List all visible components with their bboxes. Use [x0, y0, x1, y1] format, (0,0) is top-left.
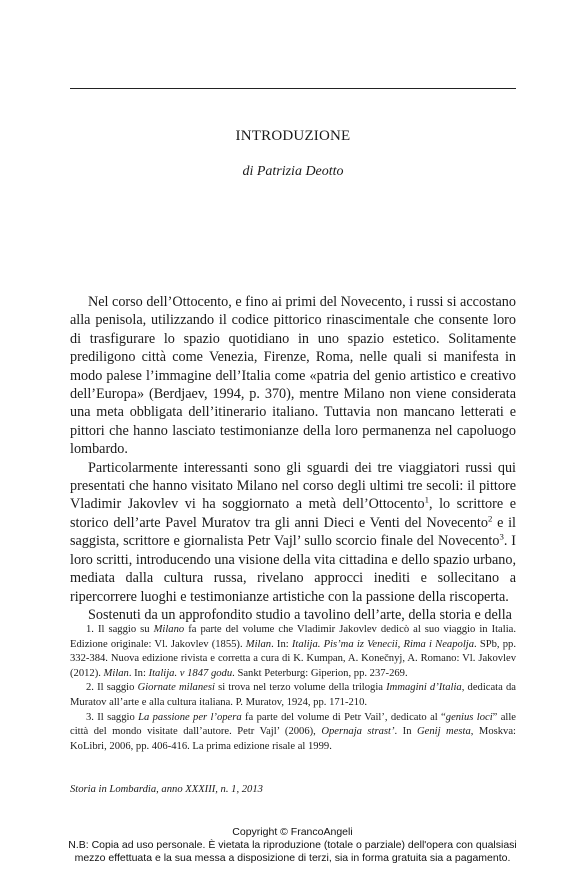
footnote-ref-1[interactable]: 1 — [424, 494, 430, 505]
footnote-3-italic: La passione per l’opera — [138, 711, 242, 723]
footnote-3-italic: genius loci — [445, 711, 493, 723]
copyright-disclaimer — [0, 839, 585, 865]
footnote-3-text: 3. Il saggio — [86, 711, 139, 723]
paragraph-1: Nel corso dell’Ottocento, e fino ai primi del Novecento, i russi si accostano alla penisola, utilizzando il codice pittorico rinascimentale che consente loro di trasfigurare lo spazio quotidiano in uno spazio estetico. Solitamente prediligono città come Venezia, Firenze, Roma, nelle quali si manifesta in modo palese l’immagine dell’Italia come «patria del genio artistico e creativo dell’Europa» (Berdjaev, 1994, p. 370), mentre Milano non viene considerata una meta obbligata dell’itinerario italiano. Tuttavia non mancano letterati e pittori che hanno lasciato testimonianze della loro permanenza nel capoluogo lombardo. — [70, 294, 516, 458]
footnote-1-italic: Milan — [245, 638, 272, 650]
footnote-3-text: fa parte del volume di Petr Vail’, dedicato al “ — [241, 711, 446, 723]
footnote-1-italic: Milan — [103, 667, 129, 679]
footnote-3-italic: Genij mesta — [417, 726, 471, 738]
footnote-2-text: si trova nel terzo volume della trilogia — [214, 682, 387, 694]
body-text — [70, 293, 516, 624]
footnote-2 — [70, 681, 516, 710]
footnote-1-italic: Italija. Pis’ma iz Venecii, Rima i Neapolja — [291, 638, 475, 650]
footnote-1-italic: Milano — [153, 624, 185, 635]
footnote-1-italic: Italija. v 1847 godu — [148, 667, 233, 679]
footnote-2-text: , dedicata da Muratov all’arte e alla cultura italiana. P. Muratov, 1924, pp. 171-210. — [70, 682, 516, 708]
disclaimer-line-2: mezzo effettuata e la sua messa a disposizione di terzi, sia in forma gratuita sia a pagamento. — [74, 852, 511, 864]
footnote-3-italic: Opernaja strast’ — [321, 726, 395, 738]
footnote-2-italic: Giornate milanesi — [137, 682, 215, 694]
footnote-3-text: ” alle città del mondo visitate dall’autore. Petr Vajl’ (2006), — [70, 711, 516, 738]
paragraph-2-part-c: e il saggista, scrittore e giornalista Petr Vajl’ sullo scorcio finale del Novecento — [70, 514, 516, 550]
chapter-title: INTRODUZIONE — [235, 128, 351, 144]
paragraph-2-part-b: , lo scrittore e storico dell’arte Pavel Muratov tra gli anni Dieci e Venti del Novecento — [70, 496, 516, 531]
footnote-3 — [70, 711, 516, 755]
footnote-2-italic: Immagini d’Italia — [386, 682, 462, 694]
running-footer: Storia in Lombardia, anno XXXIII, n. 1, 2013 — [70, 784, 263, 795]
paragraph-2-part-a: Particolarmente interessanti sono gli sguardi dei tre viaggiatori russi qui presentati che hanno visitato Milano nel corso degli ultimi tre secoli: il pittore Vladimir Jakovlev vi ha soggiornato a metà dell’Ottocento — [70, 459, 516, 513]
footnote-1-text: . SPb, pp. 332-384. Nuova edizione rivista e corretta a cura di K. Kumpan, A. Konečnyj, A. Romano: Vl. Jakovlev (2012). — [70, 638, 517, 679]
footnote-3-text: , Moskva: KoLibri, 2006, pp. 406-416. La prima edizione risale al 1999. — [70, 726, 516, 752]
paragraph-2-part-d: . I loro scritti, introducendo una visione della vita cittadina e dello spazio urbano, mediata dalla cultura russa, rivelano approcci inediti e sollecitano a ripercorrere luoghi e testimonianze artistiche con la passione della riscoperta. — [70, 533, 516, 605]
footnote-ref-2[interactable]: 2 — [487, 513, 493, 524]
footnote-1 — [70, 623, 516, 681]
copyright-line: Copyright © FrancoAngeli — [232, 826, 353, 838]
footnote-1-text: . In: — [128, 667, 149, 679]
footnote-1-text: . Sankt Peterburg: Giperion, pp. 237-269. — [232, 667, 408, 679]
header-rule — [70, 88, 516, 89]
footnotes — [70, 623, 516, 754]
footnote-1-text: fa parte del volume che Vladimir Jakovlev dedicò al suo viaggio in Italia. Edizione originale: Vl. Jakovlev (1855). — [70, 624, 516, 650]
paragraph-2 — [70, 459, 516, 606]
footnote-1-text: . In: — [271, 638, 292, 650]
footnote-2-text: 2. Il saggio — [86, 682, 138, 694]
footnote-ref-3[interactable]: 3 — [499, 531, 504, 542]
footnote-3-text: . In — [394, 726, 417, 738]
disclaimer-line-1: N.B: Copia ad uso personale. È vietata la riproduzione (totale o parziale) dell'opera con qualsiasi — [68, 839, 517, 851]
paragraph-3: Sostenuti da un approfondito studio a tavolino dell’arte, della storia e della — [88, 606, 512, 623]
footnote-1-text: 1. Il saggio su — [86, 624, 154, 635]
chapter-author: di Patrizia Deotto — [242, 164, 344, 179]
